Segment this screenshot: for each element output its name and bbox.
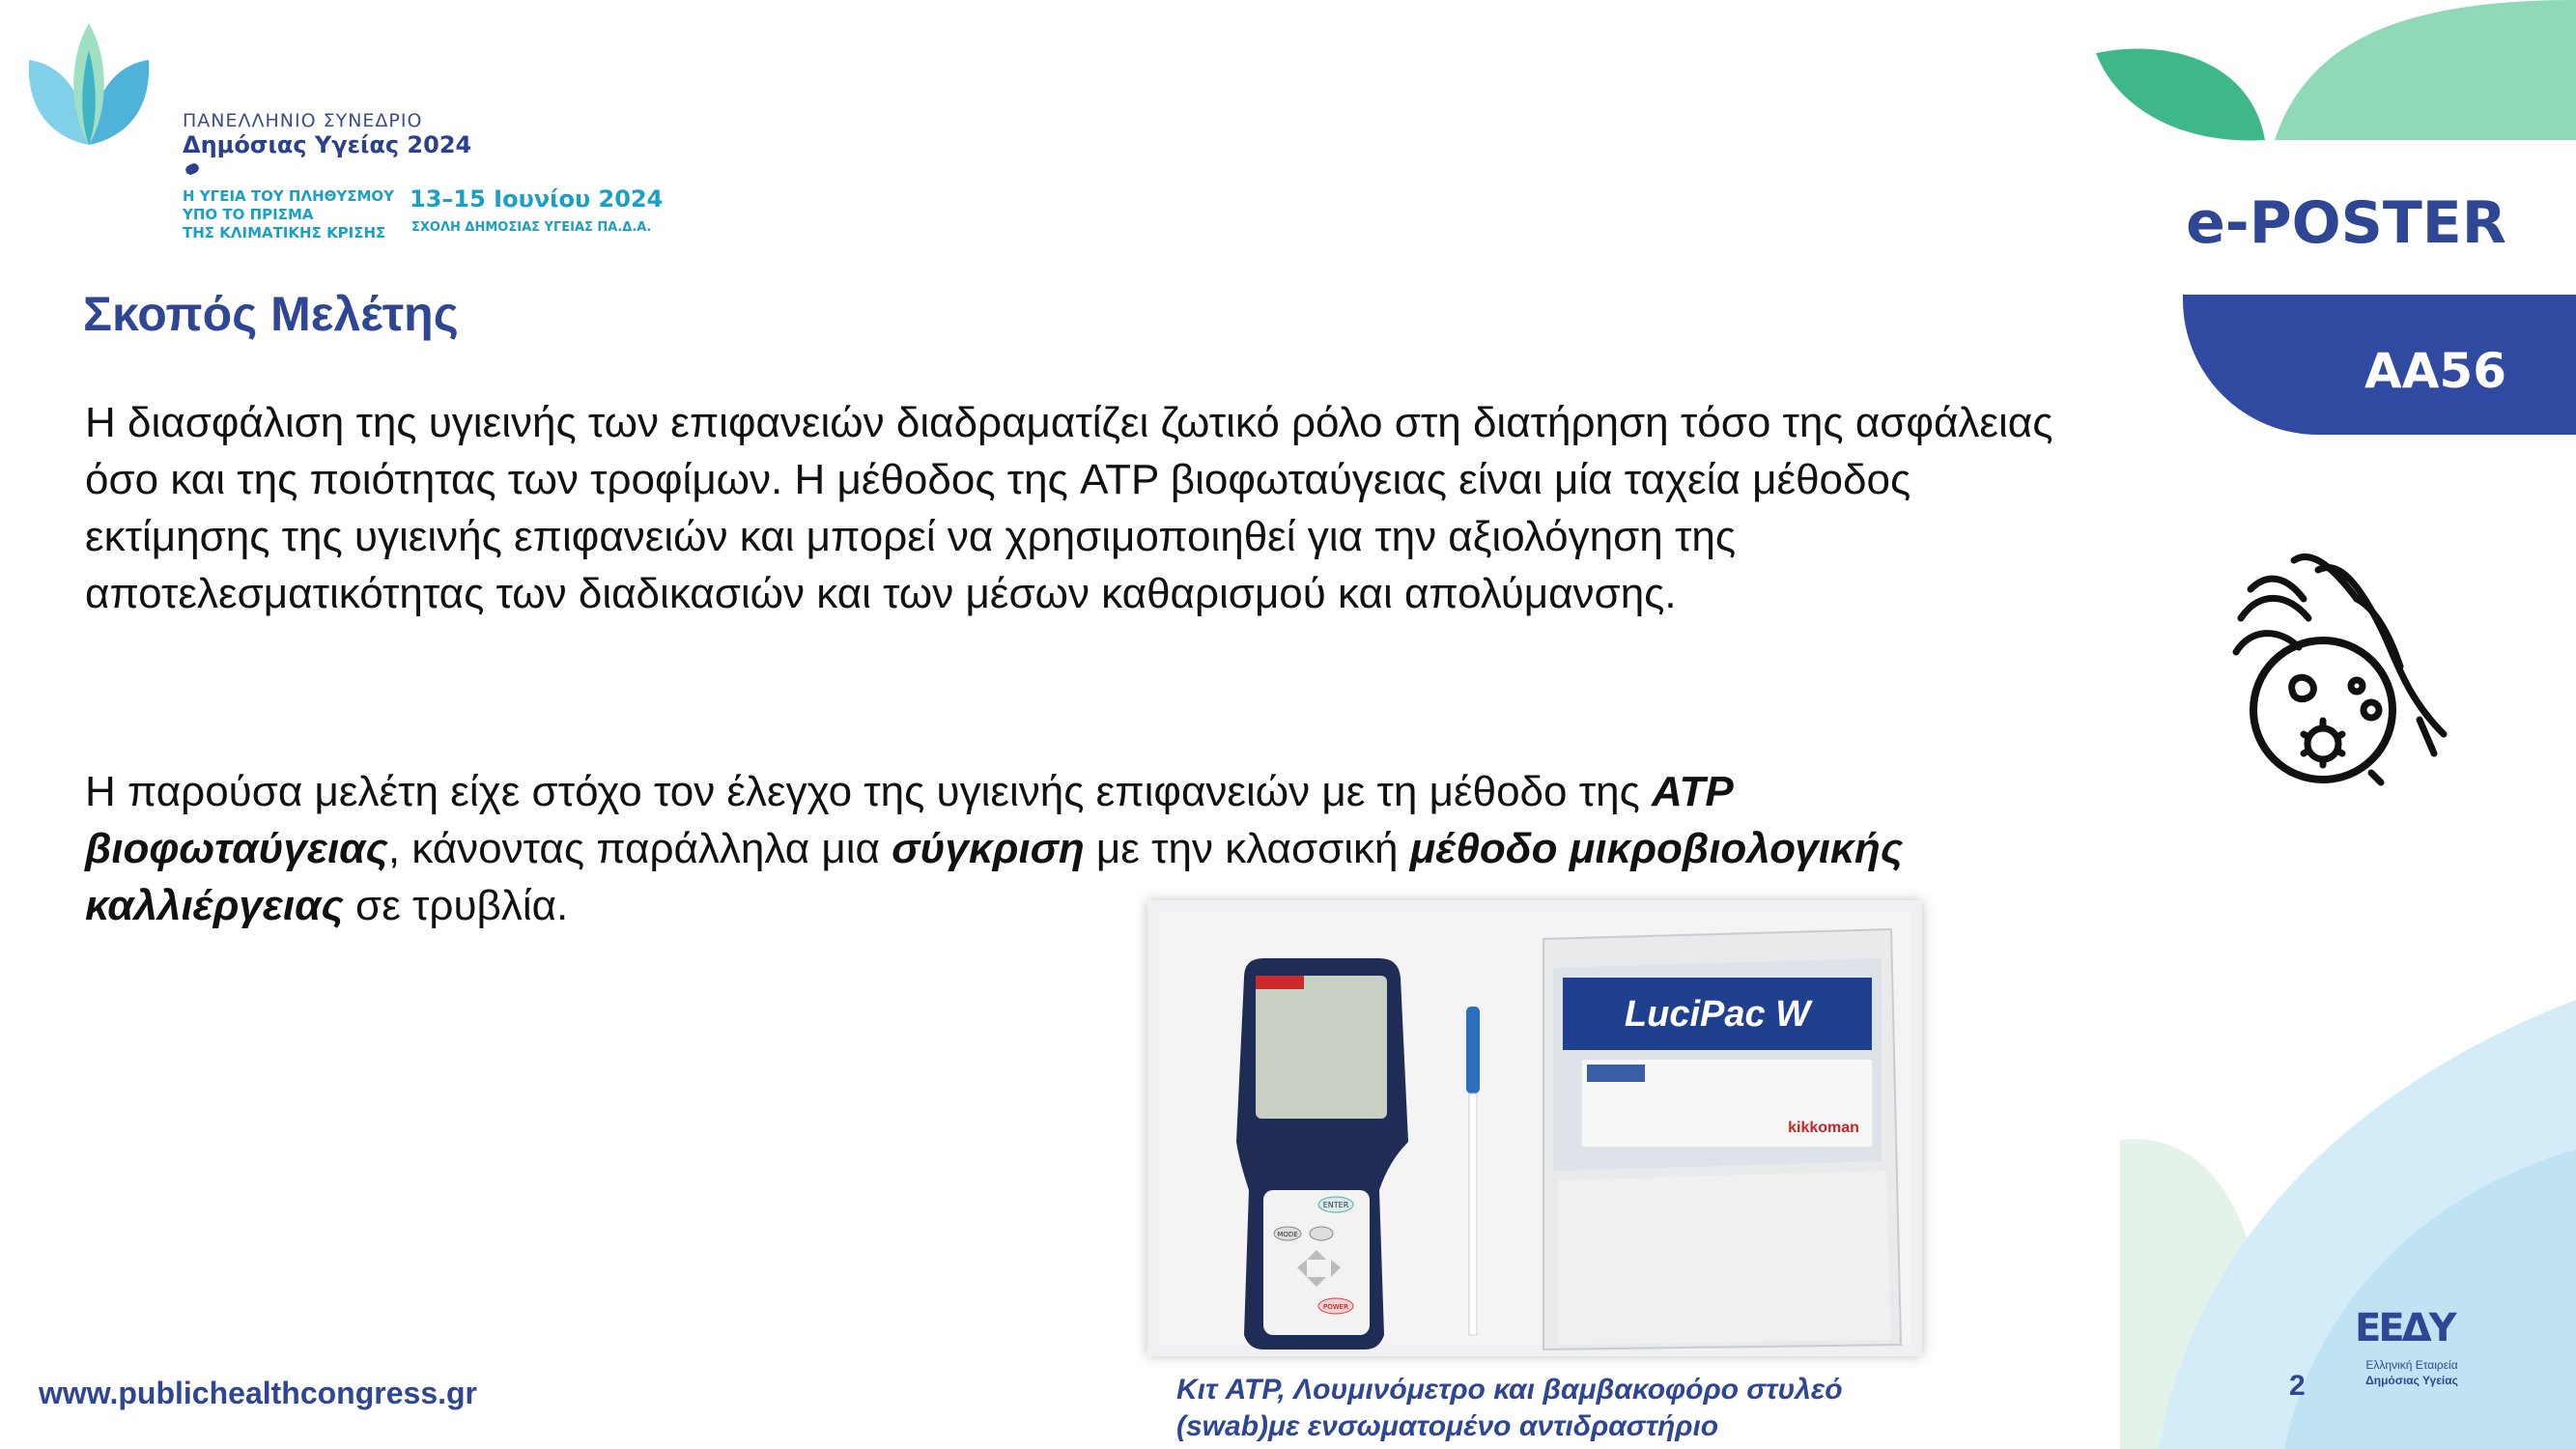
photo-caption xyxy=(1176,1372,1843,1445)
pack-maker-text: kikkoman xyxy=(1788,1120,1859,1136)
conference-theme xyxy=(183,187,394,242)
emphasis-comparison: σύγκριση xyxy=(892,825,1085,872)
section-title: Σκοπός Μελέτης xyxy=(83,287,459,341)
emphasis-atp: ATP βιοφωταύγειας xyxy=(85,768,1733,872)
hand-petri-dish-icon xyxy=(2212,551,2453,802)
enter-key-label: ENTER xyxy=(1322,1201,1349,1209)
decorative-leaves-bottom xyxy=(2120,985,2576,1449)
theme-line: Η ΥΓΕΙΑ ΤΟΥ ΠΛΗΘΥΣΜΟΥ xyxy=(183,187,395,205)
lucipac-pack xyxy=(1543,929,1901,1350)
society-logo xyxy=(2349,1306,2475,1393)
text-run: Η παρούσα μελέτη είχε στόχο τον έλεγχο της υγιεινής επιφανειών με τη μέθοδο της xyxy=(85,768,1653,815)
conference-logo xyxy=(21,21,717,242)
eposter-label: e-POSTER xyxy=(2186,189,2506,257)
caption-line: Κιτ ATP, Λουμινόμετρο και βαμβακοφόρο στυλεό xyxy=(1176,1374,1843,1406)
atp-kit-photo xyxy=(1147,900,1922,1356)
mode-key-label: MODE xyxy=(1277,1231,1298,1238)
leaf-logo-icon xyxy=(21,21,156,147)
text-run: , κάνοντας παράλληλα μια xyxy=(387,825,892,872)
page-number: 2 xyxy=(2289,1370,2306,1402)
conference-label: ΠΑΝΕΛΛΗΝΙΟ ΣΥΝΕΔΡΙΟ xyxy=(183,110,423,131)
poster-code: ΑΑ56 xyxy=(2364,343,2506,399)
theme-line: ΥΠΟ ΤΟ ΠΡΙΣΜΑ xyxy=(183,206,314,223)
text-run: με την κλασσική xyxy=(1084,825,1410,872)
caption-line: (swab)με ενσωματομένο αντιδραστήριο xyxy=(1176,1410,1719,1442)
pack-brand-text: LuciPac W xyxy=(1624,994,1811,1035)
text-run: σε τρυβλία. xyxy=(343,882,569,929)
power-key-label: POWER xyxy=(1323,1303,1348,1311)
logo-dash xyxy=(184,162,201,177)
decorative-leaves-top xyxy=(2086,0,2576,145)
society-name-line: Δημόσιας Υγείας xyxy=(2365,1374,2458,1387)
paragraph-intro: Η διασφάλιση της υγιεινής των επιφανειών διαδραματίζει ζωτικό ρόλο στη διατήρηση τόσο της ασφάλειας όσο και της ποιότητας των τροφίμων. Η μέθοδος της ATP βιοφωταύγειας είναι μία ταχεία μέθοδος εκτίμησης της υγιεινής επιφανειών και μπορεί να χρησιμοποιηθεί για την αξιολόγηση της αποτελεσματικότητας των διαδικασιών και των μέσων καθαρισμού και απολύμανσης. xyxy=(85,399,2053,617)
society-lettermark: ΕΕΔΥ xyxy=(2355,1306,2454,1350)
society-name-line: Ελληνική Εταιρεία xyxy=(2365,1358,2458,1372)
luminometer-device xyxy=(1236,958,1408,1350)
emphasis-culture: μέθοδο μικροβιολογικής καλλιέργειας xyxy=(85,825,1904,929)
conference-name: Δημόσιας Υγείας 2024 xyxy=(183,131,472,158)
conference-dates: 13–15 Ιουνίου 2024 xyxy=(410,185,664,213)
website-link[interactable]: www.publichealthcongress.gr xyxy=(39,1376,477,1410)
poster-code-banner xyxy=(2183,295,2576,435)
theme-line: ΤΗΣ ΚΛΙΜΑΤΙΚΗΣ ΚΡΙΣΗΣ xyxy=(183,224,386,242)
conference-venue: ΣΧΟΛΗ ΔΗΜΟΣΙΑΣ ΥΓΕΙΑΣ ΠΑ.Δ.Α. xyxy=(411,220,652,235)
